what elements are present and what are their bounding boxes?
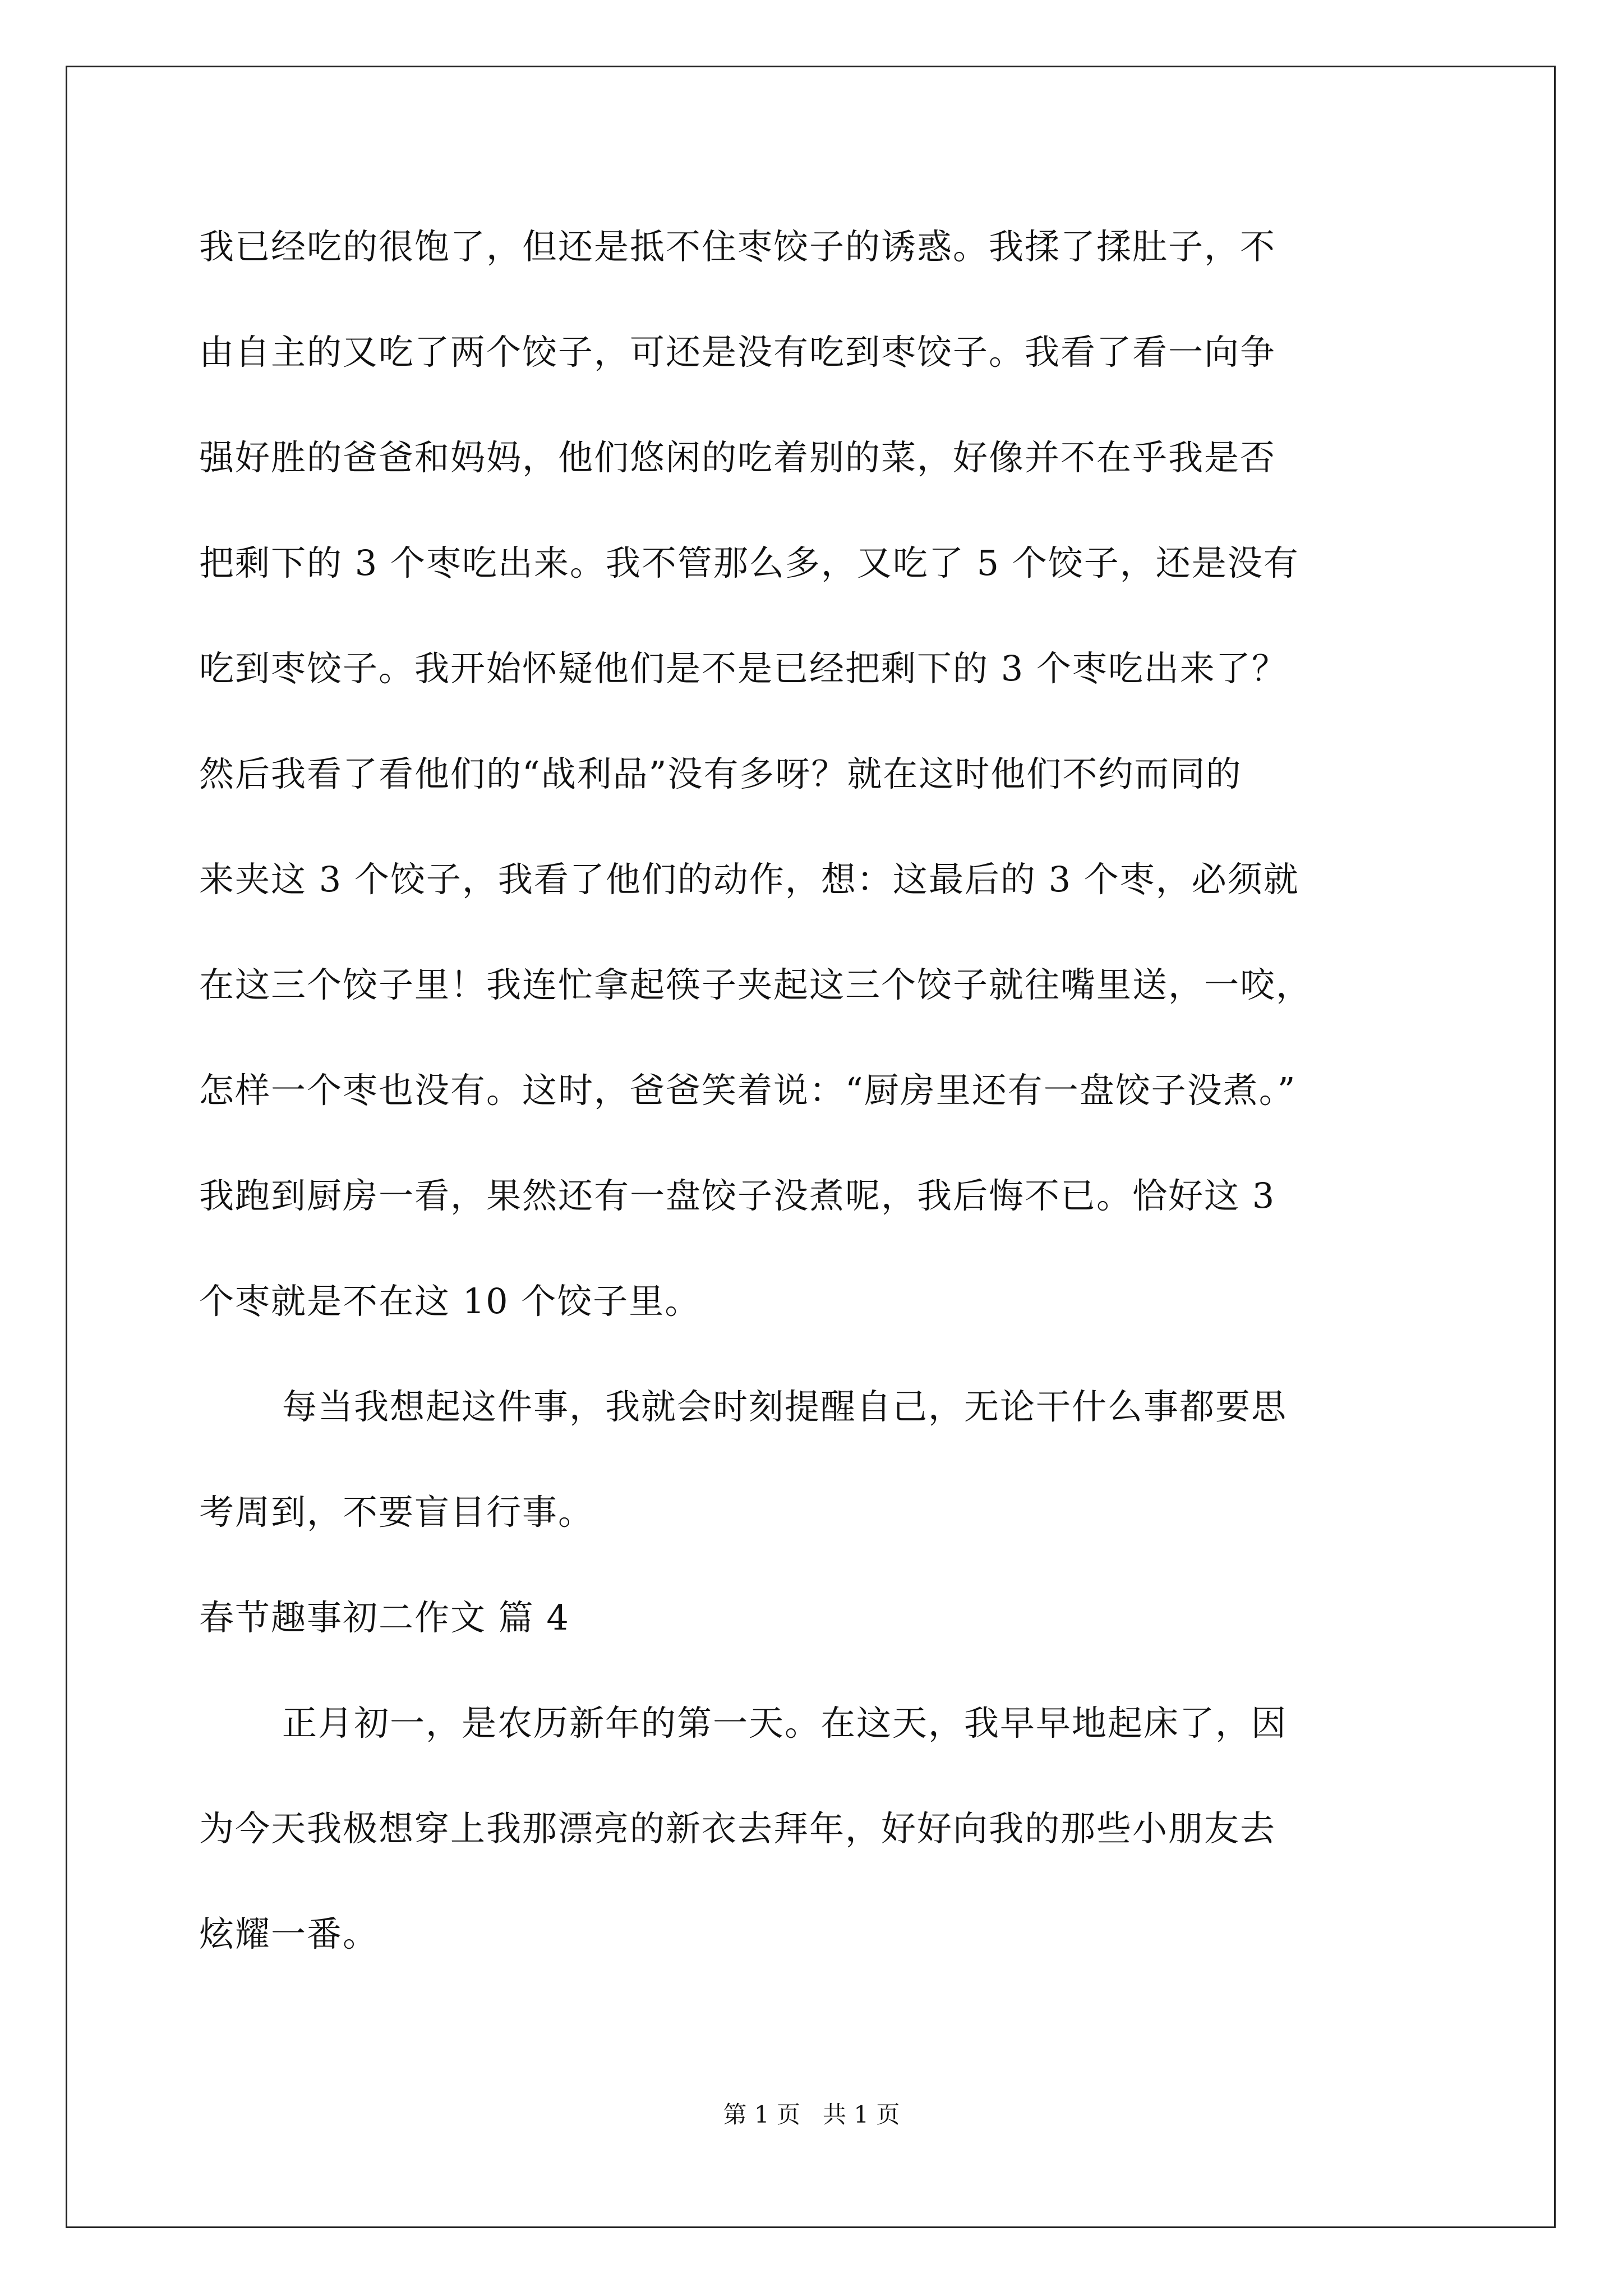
paragraph-line: 个枣就是不在这 10 个饺子里。 (199, 1281, 701, 1322)
paragraph-line: 我已经吃的很饱了，但还是抵不住枣饺子的诱惑。我揉了揉肚子，不 (199, 226, 1276, 267)
paragraph-line: 炫耀一番。 (199, 1913, 379, 1954)
paragraph-line: 我跑到厨房一看，果然还有一盘饺子没煮呢，我后悔不已。恰好这 3 (199, 1175, 1276, 1216)
paragraph-line: 在这三个饺子里！我连忙拿起筷子夹起这三个饺子就往嘴里送，一咬， (199, 964, 1312, 1005)
paragraph-line: 为今天我极想穿上我那漂亮的新衣去拜年，好好向我的那些小朋友去 (199, 1808, 1276, 1849)
paragraph-line: 怎样一个枣也没有。这时，爸爸笑着说：“厨房里还有一盘饺子没煮。” (199, 1070, 1297, 1111)
document-body (199, 222, 1433, 2014)
paragraph-line: 来夹这 3 个饺子，我看了他们的动作，想：这最后的 3 个枣，必须就 (199, 859, 1299, 900)
section-heading: 春节趣事初二作文 篇 4 (199, 1597, 570, 1638)
paragraph-line: 由自主的又吃了两个饺子，可还是没有吃到枣饺子。我看了看一向争 (199, 332, 1276, 372)
paragraph-line: 正月初一，是农历新年的第一天。在这天，我早早地起床了，因 (282, 1703, 1288, 1743)
paragraph-line: 吃到枣饺子。我开始怀疑他们是不是已经把剩下的 3 个枣吃出来了？ (199, 648, 1288, 689)
paragraph-line: 然后我看了看他们的“战利品”没有多呀？就在这时他们不约而同的 (199, 753, 1242, 794)
paragraph-line: 把剩下的 3 个枣吃出来。我不管那么多，又吃了 5 个饺子，还是没有 (199, 542, 1299, 583)
paragraph-line: 考周到，不要盲目行事。 (199, 1492, 594, 1533)
page-footer: 第 1 页 共 1 页 (723, 2101, 900, 2128)
paragraph-line: 强好胜的爸爸和妈妈，他们悠闲的吃着别的菜，好像并不在乎我是否 (199, 437, 1276, 478)
paragraph-line: 每当我想起这件事，我就会时刻提醒自己，无论干什么事都要思 (282, 1386, 1288, 1427)
